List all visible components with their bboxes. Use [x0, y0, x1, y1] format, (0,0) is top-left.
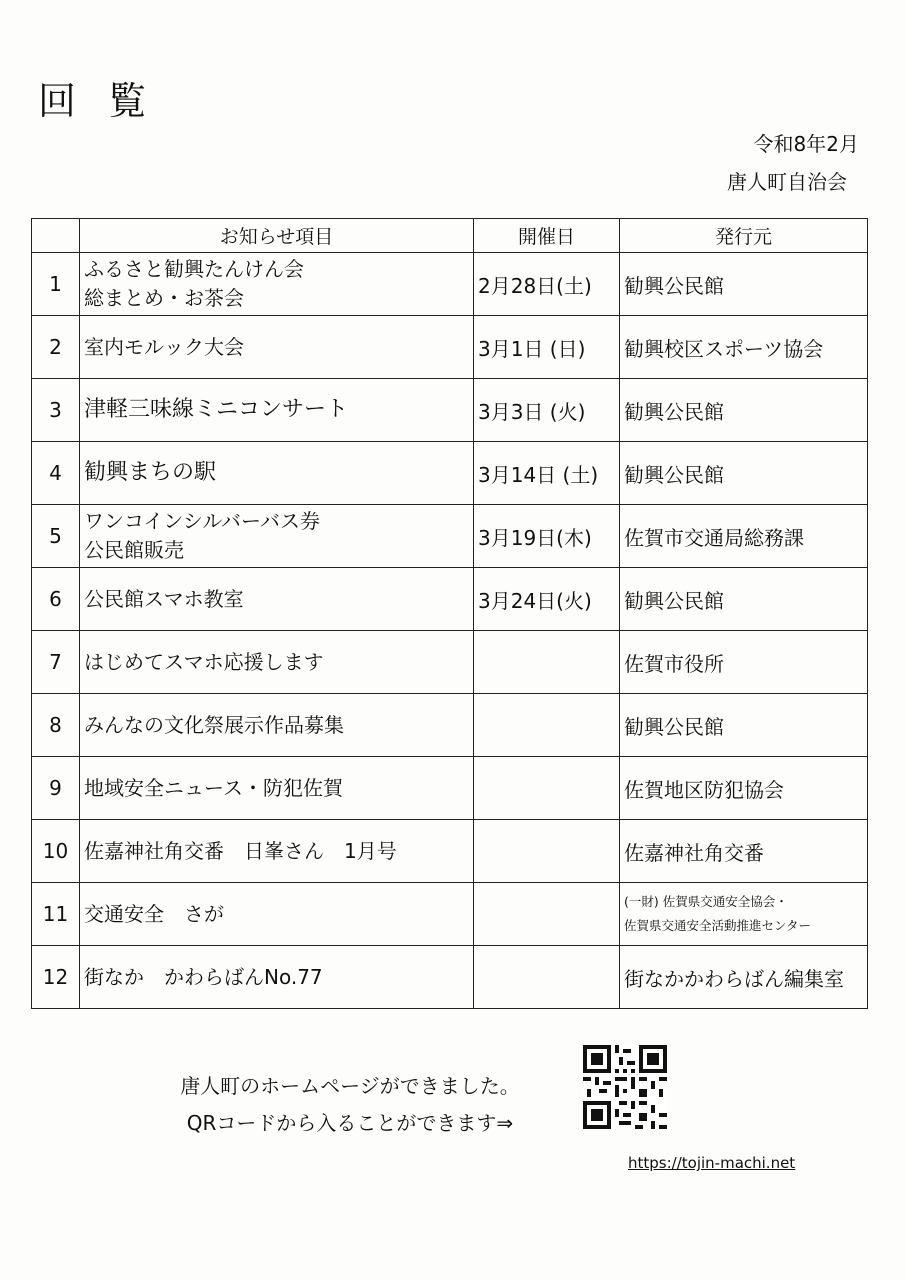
row-item: 室内モルック大会	[80, 316, 474, 379]
table-row	[32, 316, 868, 379]
row-item: 街なか かわらばんNo.77	[80, 946, 474, 1009]
homepage-notice	[140, 1068, 560, 1142]
row-item: ふるさと勧興たんけん会 総まとめ・お茶会	[80, 253, 474, 316]
notice-table	[31, 218, 868, 1009]
table-row	[32, 631, 868, 694]
table-row	[32, 442, 868, 505]
row-number: 1	[32, 253, 80, 316]
row-number: 7	[32, 631, 80, 694]
row-number: 3	[32, 379, 80, 442]
row-date: 2月28日(土)	[474, 253, 620, 316]
row-item: 交通安全 さが	[80, 883, 474, 946]
row-item: 津軽三味線ミニコンサート	[80, 379, 474, 442]
row-publisher: 佐嘉神社角交番	[620, 820, 868, 883]
row-item: ワンコインシルバーバス券 公民館販売	[80, 505, 474, 568]
row-date: 3月24日(火)	[474, 568, 620, 631]
row-item: 公民館スマホ教室	[80, 568, 474, 631]
column-header-date: 開催日	[474, 219, 620, 253]
table-row	[32, 253, 868, 316]
row-publisher: 勧興公民館	[620, 694, 868, 757]
row-date	[474, 883, 620, 946]
row-date	[474, 631, 620, 694]
row-date: 3月3日 (火)	[474, 379, 620, 442]
column-header-item: お知らせ項目	[80, 219, 474, 253]
table-row	[32, 379, 868, 442]
row-date: 3月14日 (土)	[474, 442, 620, 505]
row-date	[474, 757, 620, 820]
table-header-row	[32, 219, 868, 253]
row-publisher: 勧興公民館	[620, 442, 868, 505]
row-item: 勧興まちの駅	[80, 442, 474, 505]
row-number: 6	[32, 568, 80, 631]
row-publisher: (一財) 佐賀県交通安全協会・ 佐賀県交通安全活動推進センター	[620, 883, 868, 946]
table-row	[32, 757, 868, 820]
row-item: 佐嘉神社角交番 日峯さん 1月号	[80, 820, 474, 883]
column-header-number	[32, 219, 80, 253]
row-publisher: 佐賀市役所	[620, 631, 868, 694]
row-number: 12	[32, 946, 80, 1009]
row-publisher: 佐賀市交通局総務課	[620, 505, 868, 568]
row-publisher: 街なかかわらばん編集室	[620, 946, 868, 1009]
row-date	[474, 946, 620, 1009]
row-number: 5	[32, 505, 80, 568]
row-number: 2	[32, 316, 80, 379]
column-header-publisher: 発行元	[620, 219, 868, 253]
row-date: 3月1日 (日)	[474, 316, 620, 379]
table-row	[32, 694, 868, 757]
row-number: 11	[32, 883, 80, 946]
issue-date: 令和8年2月	[753, 132, 859, 156]
row-item: 地域安全ニュース・防犯佐賀	[80, 757, 474, 820]
row-item: みんなの文化祭展示作品募集	[80, 694, 474, 757]
row-date	[474, 694, 620, 757]
row-date	[474, 820, 620, 883]
row-number: 10	[32, 820, 80, 883]
row-publisher: 勧興公民館	[620, 379, 868, 442]
row-item: はじめてスマホ応援します	[80, 631, 474, 694]
table-row	[32, 568, 868, 631]
row-number: 8	[32, 694, 80, 757]
row-date: 3月19日(木)	[474, 505, 620, 568]
homepage-notice-line1: 唐人町のホームページができました。	[180, 1074, 520, 1098]
table-row	[32, 883, 868, 946]
row-publisher: 佐賀地区防犯協会	[620, 757, 868, 820]
homepage-link[interactable]: https://tojin-machi.net	[628, 1154, 796, 1172]
row-number: 4	[32, 442, 80, 505]
issuing-organization: 唐人町自治会	[727, 170, 847, 194]
table-row	[32, 505, 868, 568]
row-publisher: 勧興校区スポーツ協会	[620, 316, 868, 379]
table-row	[32, 820, 868, 883]
qr-code-icon[interactable]	[583, 1044, 667, 1130]
row-publisher: 勧興公民館	[620, 253, 868, 316]
table-row	[32, 946, 868, 1009]
row-publisher: 勧興公民館	[620, 568, 868, 631]
row-number: 9	[32, 757, 80, 820]
page-title: 回 覧	[38, 79, 157, 123]
homepage-notice-line2: QRコードから入ることができます⇒	[186, 1111, 514, 1135]
